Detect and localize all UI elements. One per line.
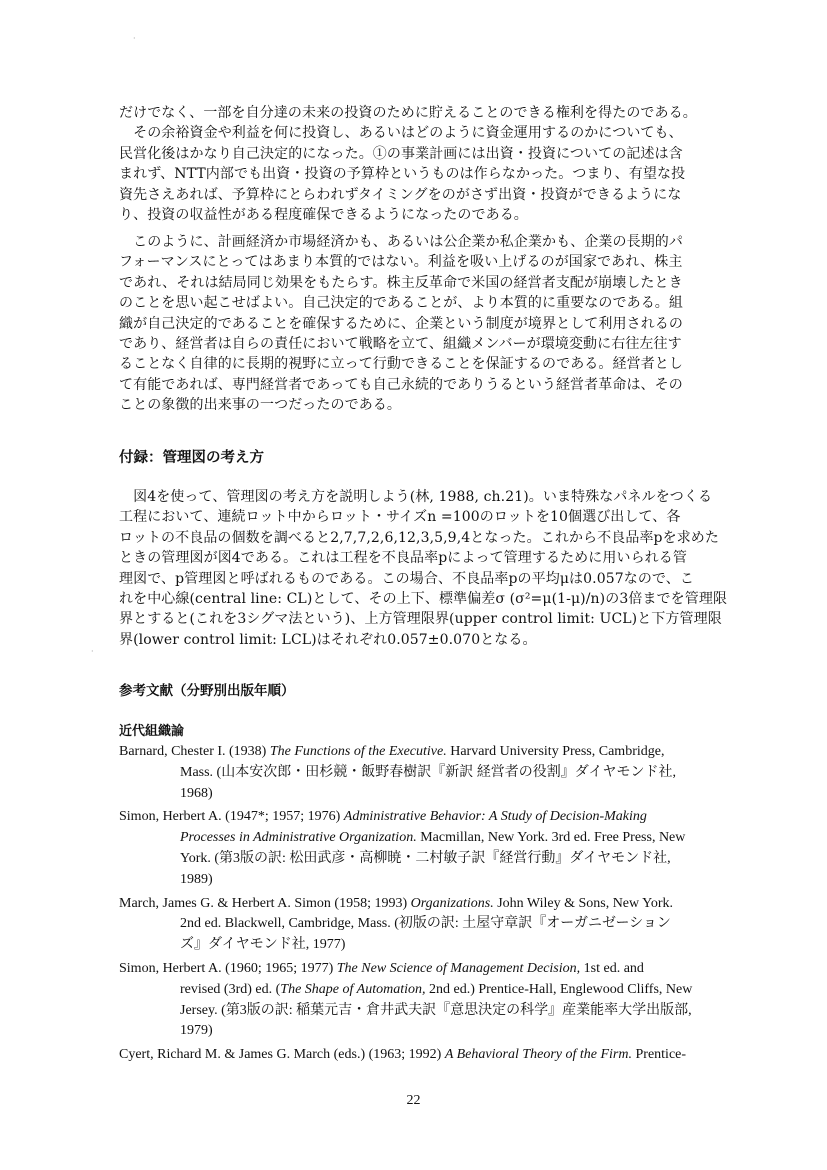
reference-entry	[119, 807, 749, 890]
reference-line: Barnard, Chester I. (1938) The Functions of the Executive. Harvard University Press, Cambridge,	[119, 744, 665, 759]
text-line: ロットの不良品の個数を調べると2,7,7,2,6,12,3,5,9,4となった。これから不良品率pを求めた	[119, 529, 720, 546]
reference-entry	[119, 1045, 749, 1066]
text-line: 工程において、連続ロット中からロット・サイズn =100のロットを10個選び出して、各	[119, 509, 681, 526]
page-number: 22	[406, 1093, 421, 1108]
reference-line: Jersey. (第3版の訳: 稲葉元吉・倉井武夫訳『意思決定の科学』産業能率大学出版部,	[180, 1002, 692, 1018]
references-heading: 参考文献（分野別出版年順）	[119, 683, 295, 699]
reference-line: March, James G. & Herbert A. Simon (1958; 1993) Organizations. John Wiley & Sons, New York.	[119, 895, 673, 911]
reference-line: revised (3rd) ed. (The Shape of Automation, 2nd ed.) Prentice-Hall, Englewood Cliffs, New	[180, 981, 693, 997]
reference-line: 1979)	[180, 1023, 213, 1039]
text-line: れを中心線(central line: CL)として、その上下、標準偏差σ (σ²=μ(1-μ)/n)の3倍までを管理限	[119, 591, 728, 608]
reference-line: Processes in Administrative Organization. Macmillan, New York. 3rd ed. Free Press, New	[180, 830, 686, 846]
reference-entry	[119, 959, 749, 1042]
paragraph-2	[119, 232, 743, 416]
section-heading: 付録：管理図の考え方	[119, 450, 264, 466]
text-line: 界(lower control limit: LCL)はそれぞれ0.057±0.070となる。	[119, 631, 537, 648]
reference-line: Cyert, Richard M. & James G. March (eds.) (1963; 1992) A Behavioral Theory of the Firm. Prentice-	[119, 1047, 687, 1063]
scan-mark: ·	[91, 647, 94, 656]
reference-line: Simon, Herbert A. (1960; 1965; 1977) The New Science of Management Decision, 1st ed. and	[119, 960, 644, 976]
text-line: 資先さえあれば、予算枠にとらわれずタイミングをのがさず出資・投資ができるようにな	[119, 186, 682, 203]
reference-line: York. (第3版の訳: 松田武彦・高柳暁・二村敏子訳『経営行動』ダイヤモンド社,	[180, 850, 671, 866]
text-line: 図4を使って、管理図の考え方を説明しよう(林, 1988, ch.21)。いま特殊なパネルをつくる	[119, 489, 713, 505]
paragraph-1	[119, 103, 743, 225]
reference-entry	[119, 894, 749, 956]
text-line: このように、計画経済か市場経済かも、あるいは公企業か私企業かも、企業の長期的パ	[119, 234, 683, 250]
text-line: ときの管理図が図4である。これは工程を不良品率pによって管理するために用いられる管	[119, 550, 687, 567]
reference-list	[119, 742, 749, 1069]
reference-line: Mass. (山本安次郎・田杉競・飯野春樹訳『新訳 経営者の役割』ダイヤモンド社,	[180, 764, 676, 780]
text-line: のことを思い起こせばよい。自己決定的であることが、より本質的に重要なのである。組	[119, 295, 683, 312]
reference-line: ズ』ダイヤモンド社, 1977)	[180, 937, 346, 953]
reference-line: 2nd ed. Blackwell, Cambridge, Mass. (初版の訳: 土屋守章訳『オーガニゼーション	[180, 916, 671, 932]
subsection-heading: 近代組織論	[119, 724, 185, 739]
reference-entry	[119, 742, 749, 804]
text-line: 民営化後はかなり自己決定的になった。①の事業計画には出資・投資についての記述は含	[119, 145, 683, 162]
text-line: その余裕資金や利益を何に投資し、あるいはどのように資金運用するのかについても、	[119, 125, 683, 142]
text-line: 界とすると(これを3シグマ法という)、上方管理限界(upper control limit: UCL)と下方管理限	[119, 611, 722, 628]
text-line: フォーマンスにとってはあまり本質的ではない。利益を吸い上げるのが国家であれ、株主	[119, 254, 683, 271]
text-line: だけでなく、一部を自分達の未来の投資のために貯えることのできる権利を得たのである。	[119, 105, 697, 121]
reference-line: 1989)	[180, 871, 213, 887]
text-line: り、投資の収益性がある程度確保できるようになったのである。	[119, 207, 528, 224]
text-line: ることなく自律的に長期的視野に立って行動できることを保証するのである。経営者とし	[119, 356, 683, 373]
text-line: まれず、NTT内部でも出資・投資の予算枠というものは作らなかった。つまり、有望な投	[119, 166, 686, 183]
paragraph-3	[119, 487, 743, 650]
text-line: ことの象徴的出来事の一つだったのである。	[119, 397, 401, 414]
text-line: であり、経営者は自らの責任において戦略を立て、組織メンバーが環境変動に右往左往す	[119, 336, 682, 353]
text-line: であれ、それは結局同じ効果をもたらす。株主反革命で米国の経営者支配が崩壊したとき	[119, 274, 683, 291]
scan-mark: ·	[133, 34, 136, 43]
text-line: て有能であれば、専門経営者であっても自己永続的でありうるという経営者革命は、その	[119, 376, 683, 393]
reference-line: 1968)	[180, 785, 213, 801]
text-line: 織が自己決定的であることを確保するために、企業という制度が境界として利用されるの	[119, 315, 683, 332]
reference-line: Simon, Herbert A. (1947*; 1957; 1976) Administrative Behavior: A Study of Decision-Making	[119, 809, 647, 825]
text-line: 理図で、p管理図と呼ばれるものである。この場合、不良品率pの平均μは0.057なので、こ	[119, 570, 694, 587]
